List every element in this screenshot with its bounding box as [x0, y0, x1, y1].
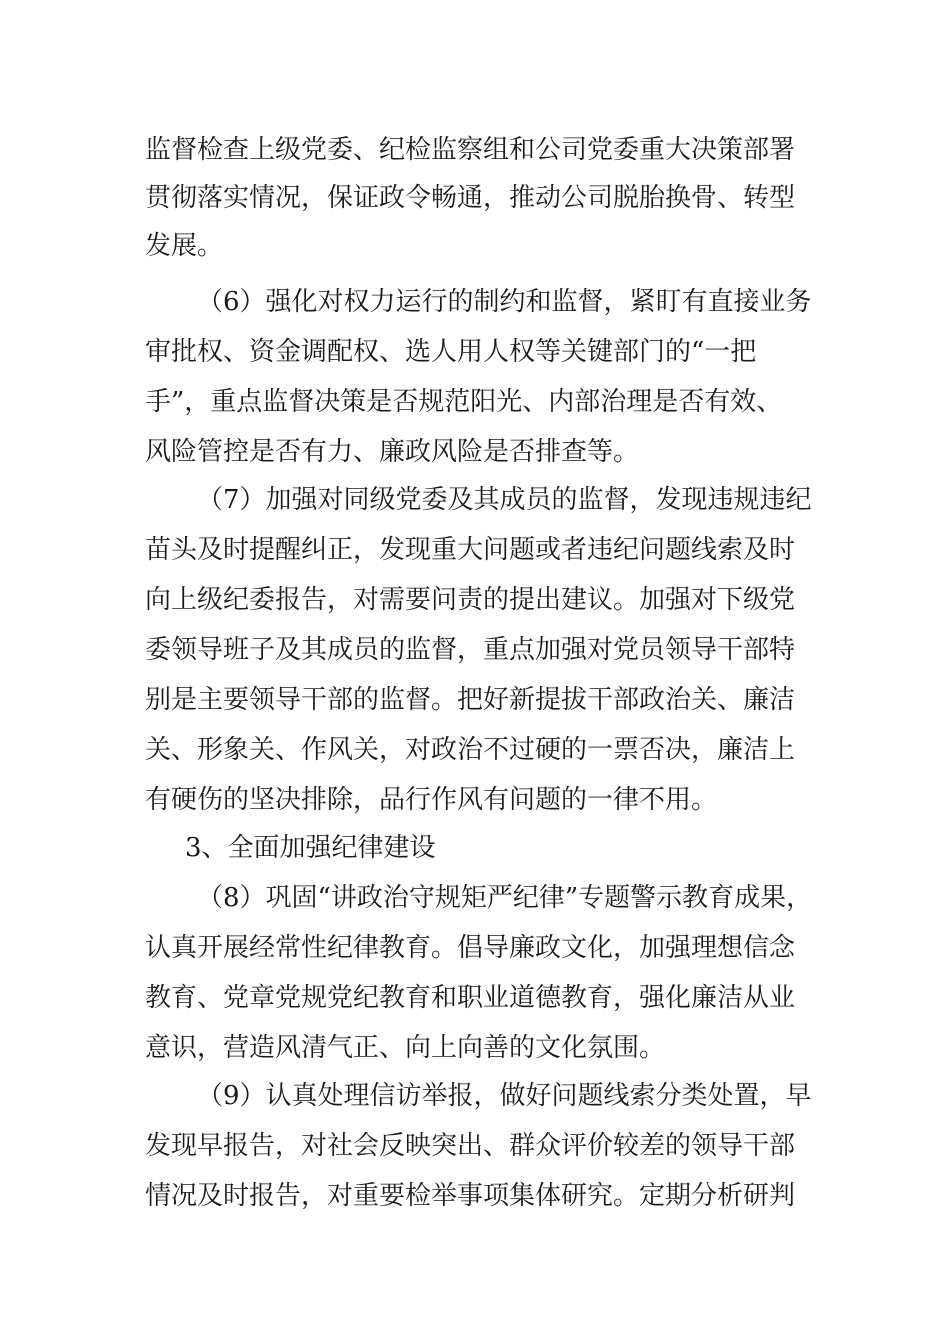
- text-line: 有硬伤的坚决排除，品行作风有问题的一律不用。: [145, 785, 718, 815]
- text-line: 审批权、资金调配权、选人用人权等关键部门的“一把: [145, 337, 757, 367]
- text-line: 教育、党章党规党纪教育和职业道德教育，强化廉洁从业: [145, 983, 796, 1013]
- text-line: 监督检查上级党委、纪检监察组和公司党委重大决策部署: [145, 135, 796, 165]
- text-line: 意识，营造风清气正、向上向善的文化氛围。: [145, 1033, 666, 1063]
- paragraph-9-start: （9）认真处理信访举报，做好问题线索分类处置，早: [197, 1081, 812, 1111]
- text-line: 认真开展经常性纪律教育。倡导廉政文化，加强理想信念: [145, 933, 796, 963]
- text-line: 情况及时报告，对重要检举事项集体研究。定期分析研判: [145, 1181, 796, 1211]
- text-line: 发现早报告，对社会反映突出、群众评价较差的领导干部: [145, 1131, 796, 1161]
- text-line: 风险管控是否有力、廉政风险是否排查等。: [145, 437, 640, 467]
- paragraph-6-start: （6）强化对权力运行的制约和监督，紧盯有直接业务: [197, 287, 812, 317]
- section-heading-3: 3、全面加强纪律建设: [185, 833, 436, 863]
- text-line: 手”，重点监督决策是否规范阳光、内部治理是否有效、: [145, 387, 783, 417]
- text-line: 苗头及时提醒纠正，发现重大问题或者违纪问题线索及时: [145, 535, 796, 565]
- text-line: 委领导班子及其成员的监督，重点加强对党员领导干部特: [145, 635, 796, 665]
- text-line: 关、形象关、作风关，对政治不过硬的一票否决，廉洁上: [145, 735, 796, 765]
- paragraph-7-start: （7）加强对同级党委及其成员的监督，发现违规违纪: [197, 485, 812, 515]
- paragraph-8-start: （8）巩固“讲政治守规矩严纪律”专题警示教育成果，: [197, 883, 813, 913]
- text-line: 别是主要领导干部的监督。把好新提拔干部政治关、廉洁: [145, 685, 796, 715]
- text-line: 贯彻落实情况，保证政令畅通，推动公司脱胎换骨、转型: [145, 183, 796, 213]
- text-line: 向上级纪委报告，对需要问责的提出建议。加强对下级党: [145, 585, 796, 615]
- text-line: 发展。: [145, 231, 224, 261]
